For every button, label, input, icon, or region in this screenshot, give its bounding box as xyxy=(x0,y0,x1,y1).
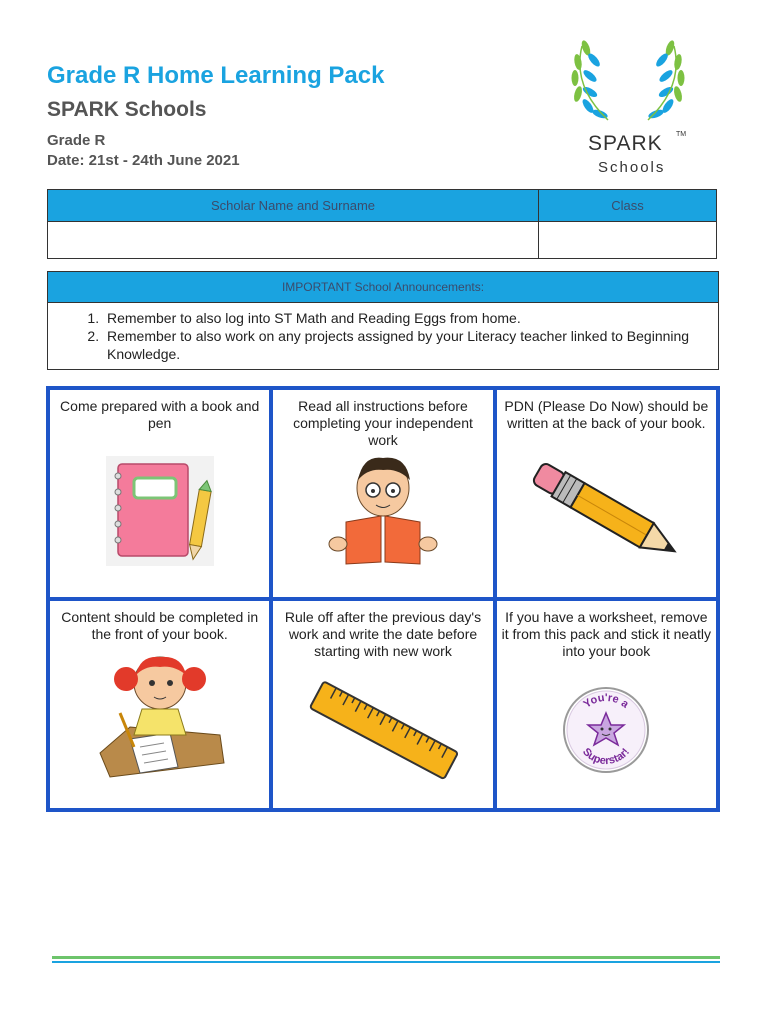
rule-text: PDN (Please Do Now) should be written at the back of your book. xyxy=(504,398,709,431)
logo-trademark: TM xyxy=(676,131,687,138)
announcement-item: 1. Remember to also log into ST Math and Reading Eggs from home. xyxy=(103,309,718,327)
date-label: Date: 21st - 24th June 2021 xyxy=(47,152,240,169)
footer-line-green xyxy=(52,956,720,959)
rule-cell xyxy=(271,599,494,810)
scholar-name-header: Scholar Name and Surname xyxy=(48,190,539,222)
superstar-sticker-icon xyxy=(561,685,651,775)
reading-boy-icon xyxy=(318,450,448,570)
page-title: Grade R Home Learning Pack xyxy=(47,62,385,89)
rule-text: Read all instructions before completing your independent work xyxy=(293,398,473,448)
class-header: Class xyxy=(539,190,717,222)
grade-label: Grade R xyxy=(47,132,106,149)
pencil-icon xyxy=(516,454,696,574)
rule-cell xyxy=(495,599,718,810)
notebook-pencil-icon xyxy=(100,450,220,570)
logo-wordmark: SPARK xyxy=(588,132,663,155)
rule-cell xyxy=(271,388,494,599)
rule-text: Come prepared with a book and pen xyxy=(60,398,260,431)
footer-line-blue xyxy=(52,961,720,963)
writing-girl-icon xyxy=(90,643,230,783)
rule-text: If you have a worksheet, remove it from this pack and stick it neatly into your book xyxy=(501,609,711,659)
announcement-item: 2. Remember to also work on any projects assigned by your Literacy teacher linked to Beginning Knowledge. xyxy=(103,327,718,363)
scholar-table xyxy=(47,189,717,259)
ruler-icon xyxy=(303,677,463,787)
scholar-name-field[interactable] xyxy=(48,222,539,259)
sticker-text-bottom: Superstar! xyxy=(580,745,633,768)
rule-cell xyxy=(48,388,271,599)
rule-cell xyxy=(48,599,271,810)
announcements-heading: IMPORTANT School Announcements: xyxy=(48,272,718,303)
announcements-list xyxy=(48,309,718,363)
rule-cell xyxy=(495,388,718,599)
page-subtitle: SPARK Schools xyxy=(47,98,207,121)
sticker-text-top: You're a xyxy=(581,691,631,711)
rule-text: Content should be completed in the front of your book. xyxy=(61,609,259,642)
logo-subtitle: Schools xyxy=(598,159,666,176)
rules-grid xyxy=(46,386,720,812)
announcements-box xyxy=(47,271,719,370)
class-field[interactable] xyxy=(539,222,717,259)
rule-text: Rule off after the previous day's work and write the date before starting with new work xyxy=(284,609,482,659)
